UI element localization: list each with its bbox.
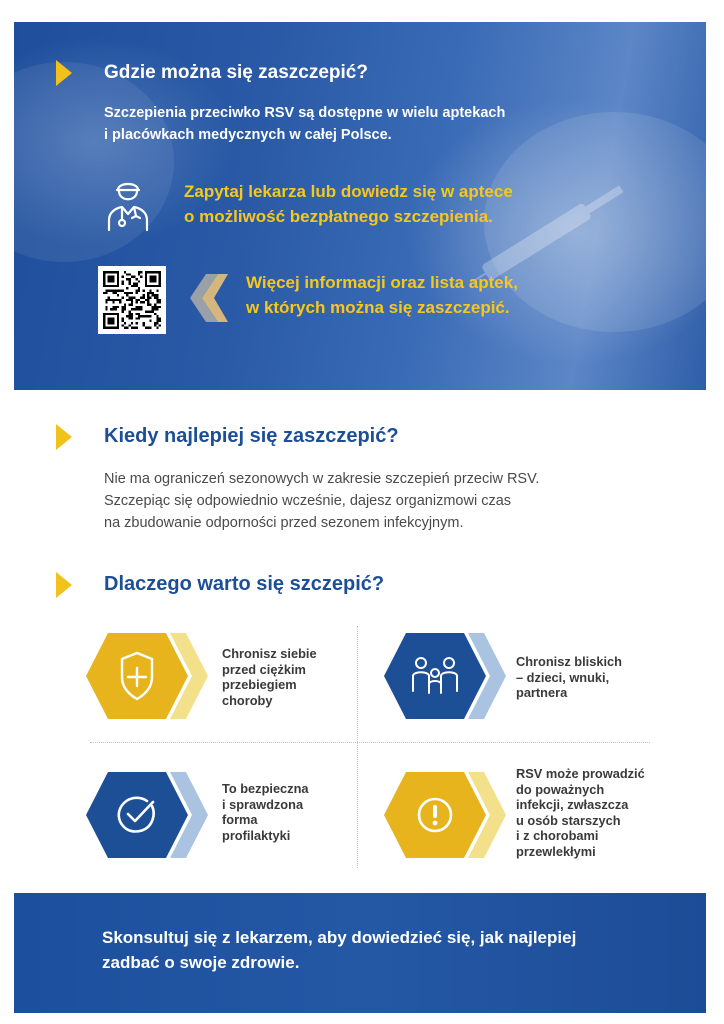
when-text-line3: na zbudowanie odporności przed sezonem infekcyjnym.	[104, 515, 464, 531]
where-heading: Gdzie można się zaszczepić?	[104, 62, 368, 83]
more-info-line1: Więcej informacji oraz lista aptek,	[246, 273, 518, 292]
when-heading: Kiedy najlepiej się zaszczepić?	[104, 425, 399, 447]
double-chevron-left-icon	[184, 274, 228, 322]
benefit-self-text: Chronisz siebie przed ciężkim przebiegiem choroby	[222, 646, 317, 708]
grid-divider-vertical	[357, 626, 358, 868]
section-marker-icon	[56, 424, 72, 450]
footer-message: Skonsultuj się z lekarzem, aby dowiedzieć się, jak najlepiej zadbać o swoje zdrowie.	[102, 928, 577, 972]
qr-code[interactable]	[98, 266, 166, 334]
doctor-info-line1: Zapytaj lekarza lub dowiedz się w aptece	[184, 182, 513, 201]
when-text-line1: Nie ma ograniczeń sezonowych w zakresie szczepień przeciw RSV.	[104, 471, 540, 487]
hero-banner	[14, 22, 706, 390]
benefit-graphic-family	[384, 633, 514, 719]
more-info-line2: w których można się zaszczepić.	[246, 298, 510, 317]
doctor-info-line2: o możliwość bezpłatnego szczepienia.	[184, 207, 493, 226]
benefit-risk-text: RSV może prowadzić do poważnych infekcji, zwłaszcza u osób starszych i z chorobami przewlekłymi	[516, 766, 645, 859]
benefit-graphic-risk	[384, 772, 514, 858]
benefit-safe-text: To bezpieczna i sprawdzona forma profilaktyki	[222, 781, 309, 843]
where-intro-line1: Szczepienia przeciwko RSV są dostępne w wielu aptekach	[104, 105, 506, 121]
benefit-graphic-safe	[86, 772, 216, 858]
section-marker-icon	[56, 60, 72, 86]
benefit-graphic-self	[86, 633, 216, 719]
footer-banner	[14, 893, 706, 1013]
where-intro-line2: i placówkach medycznych w całej Polsce.	[104, 127, 392, 143]
section-marker-icon	[56, 572, 72, 598]
when-text-line2: Szczepiąc się odpowiednio wcześnie, dajesz organizmowi czas	[104, 493, 512, 509]
grid-divider-horizontal	[90, 742, 650, 743]
doctor-icon	[106, 176, 150, 232]
benefit-family-text: Chronisz bliskich – dzieci, wnuki, partnera	[516, 654, 622, 700]
why-heading: Dlaczego warto się szczepić?	[104, 573, 385, 595]
